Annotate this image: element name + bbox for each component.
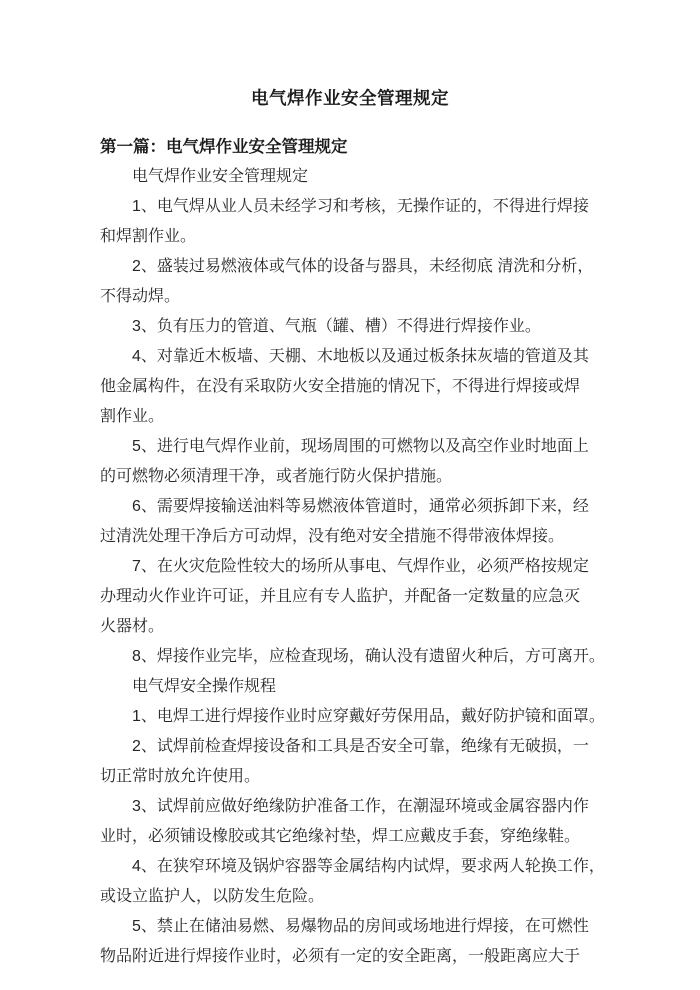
text-line: 电气焊作业安全管理规定	[132, 168, 309, 185]
text-line: 2、盛装过易燃液体或气体的设备与器具，未经彻底 清洗和分析，	[132, 258, 594, 275]
section-heading: 第一篇：电气焊作业安全管理规定	[100, 138, 348, 156]
text-line: 6、需要焊接输送油料等易燃液体管道时，通常必须拆卸下来，经	[132, 498, 589, 515]
document-body	[100, 162, 605, 972]
text-line: 的可燃物必须清理干净，或者施行防火保护措施。	[100, 468, 453, 485]
text-line: 2、试焊前检查焊接设备和工具是否安全可靠，绝缘有无破损，一	[132, 738, 589, 755]
text-line: 1、电焊工进行焊接作业时应穿戴好劳保用品，戴好防护镜和面罩。	[132, 708, 605, 725]
text-line: 切正常时放允许使用。	[100, 768, 261, 785]
text-line: 和焊割作业。	[100, 228, 197, 245]
text-line: 过清洗处理干净后方可动焊，没有绝对安全措施不得带液体焊接。	[100, 528, 565, 545]
text-line: 物品附近进行焊接作业时，必须有一定的安全距离，一般距离应大于	[100, 948, 581, 965]
text-line: 7、在火灾危险性较大的场所从事电、气焊作业，必须严格按规定	[132, 558, 589, 575]
text-line: 或设立监护人，以防发生危险。	[100, 888, 325, 905]
text-line: 不得动焊。	[100, 288, 181, 305]
text-line: 割作业。	[100, 408, 165, 425]
text-line: 电气焊安全操作规程	[132, 678, 277, 695]
text-line: 他金属构件，在没有采取防火安全措施的情况下，不得进行焊接或焊	[100, 378, 581, 395]
text-line: 4、对靠近木板墙、天棚、木地板以及通过板条抹灰墙的管道及其	[132, 348, 589, 365]
text-line: 8、焊接作业完毕，应检查现场，确认没有遗留火种后，方可离开。	[132, 648, 605, 665]
text-line: 5、进行电气焊作业前，现场周围的可燃物以及高空作业时地面上	[132, 438, 589, 455]
text-line: 5、禁止在储油易燃、易爆物品的房间或场地进行焊接，在可燃性	[132, 918, 589, 935]
document-title: 电气焊作业安全管理规定	[251, 88, 449, 108]
text-line: 业时，必须铺设橡胶或其它绝缘衬垫，焊工应戴皮手套，穿绝缘鞋。	[100, 828, 581, 845]
text-line: 3、试焊前应做好绝缘防护准备工作，在潮湿环境或金属容器内作	[132, 798, 589, 815]
text-line: 1、电气焊从业人员未经学习和考核，无操作证的，不得进行焊接	[132, 198, 589, 215]
text-line: 4、在狭窄环境及锅炉容器等金属结构内试焊，要求两人轮换工作，	[132, 858, 605, 875]
text-line: 办理动火作业许可证，并且应有专人监护，并配备一定数量的应急灭	[100, 588, 581, 605]
text-line: 3、负有压力的管道、气瓶（罐、槽）不得进行焊接作业。	[132, 318, 541, 335]
text-line: 火器材。	[100, 618, 165, 635]
